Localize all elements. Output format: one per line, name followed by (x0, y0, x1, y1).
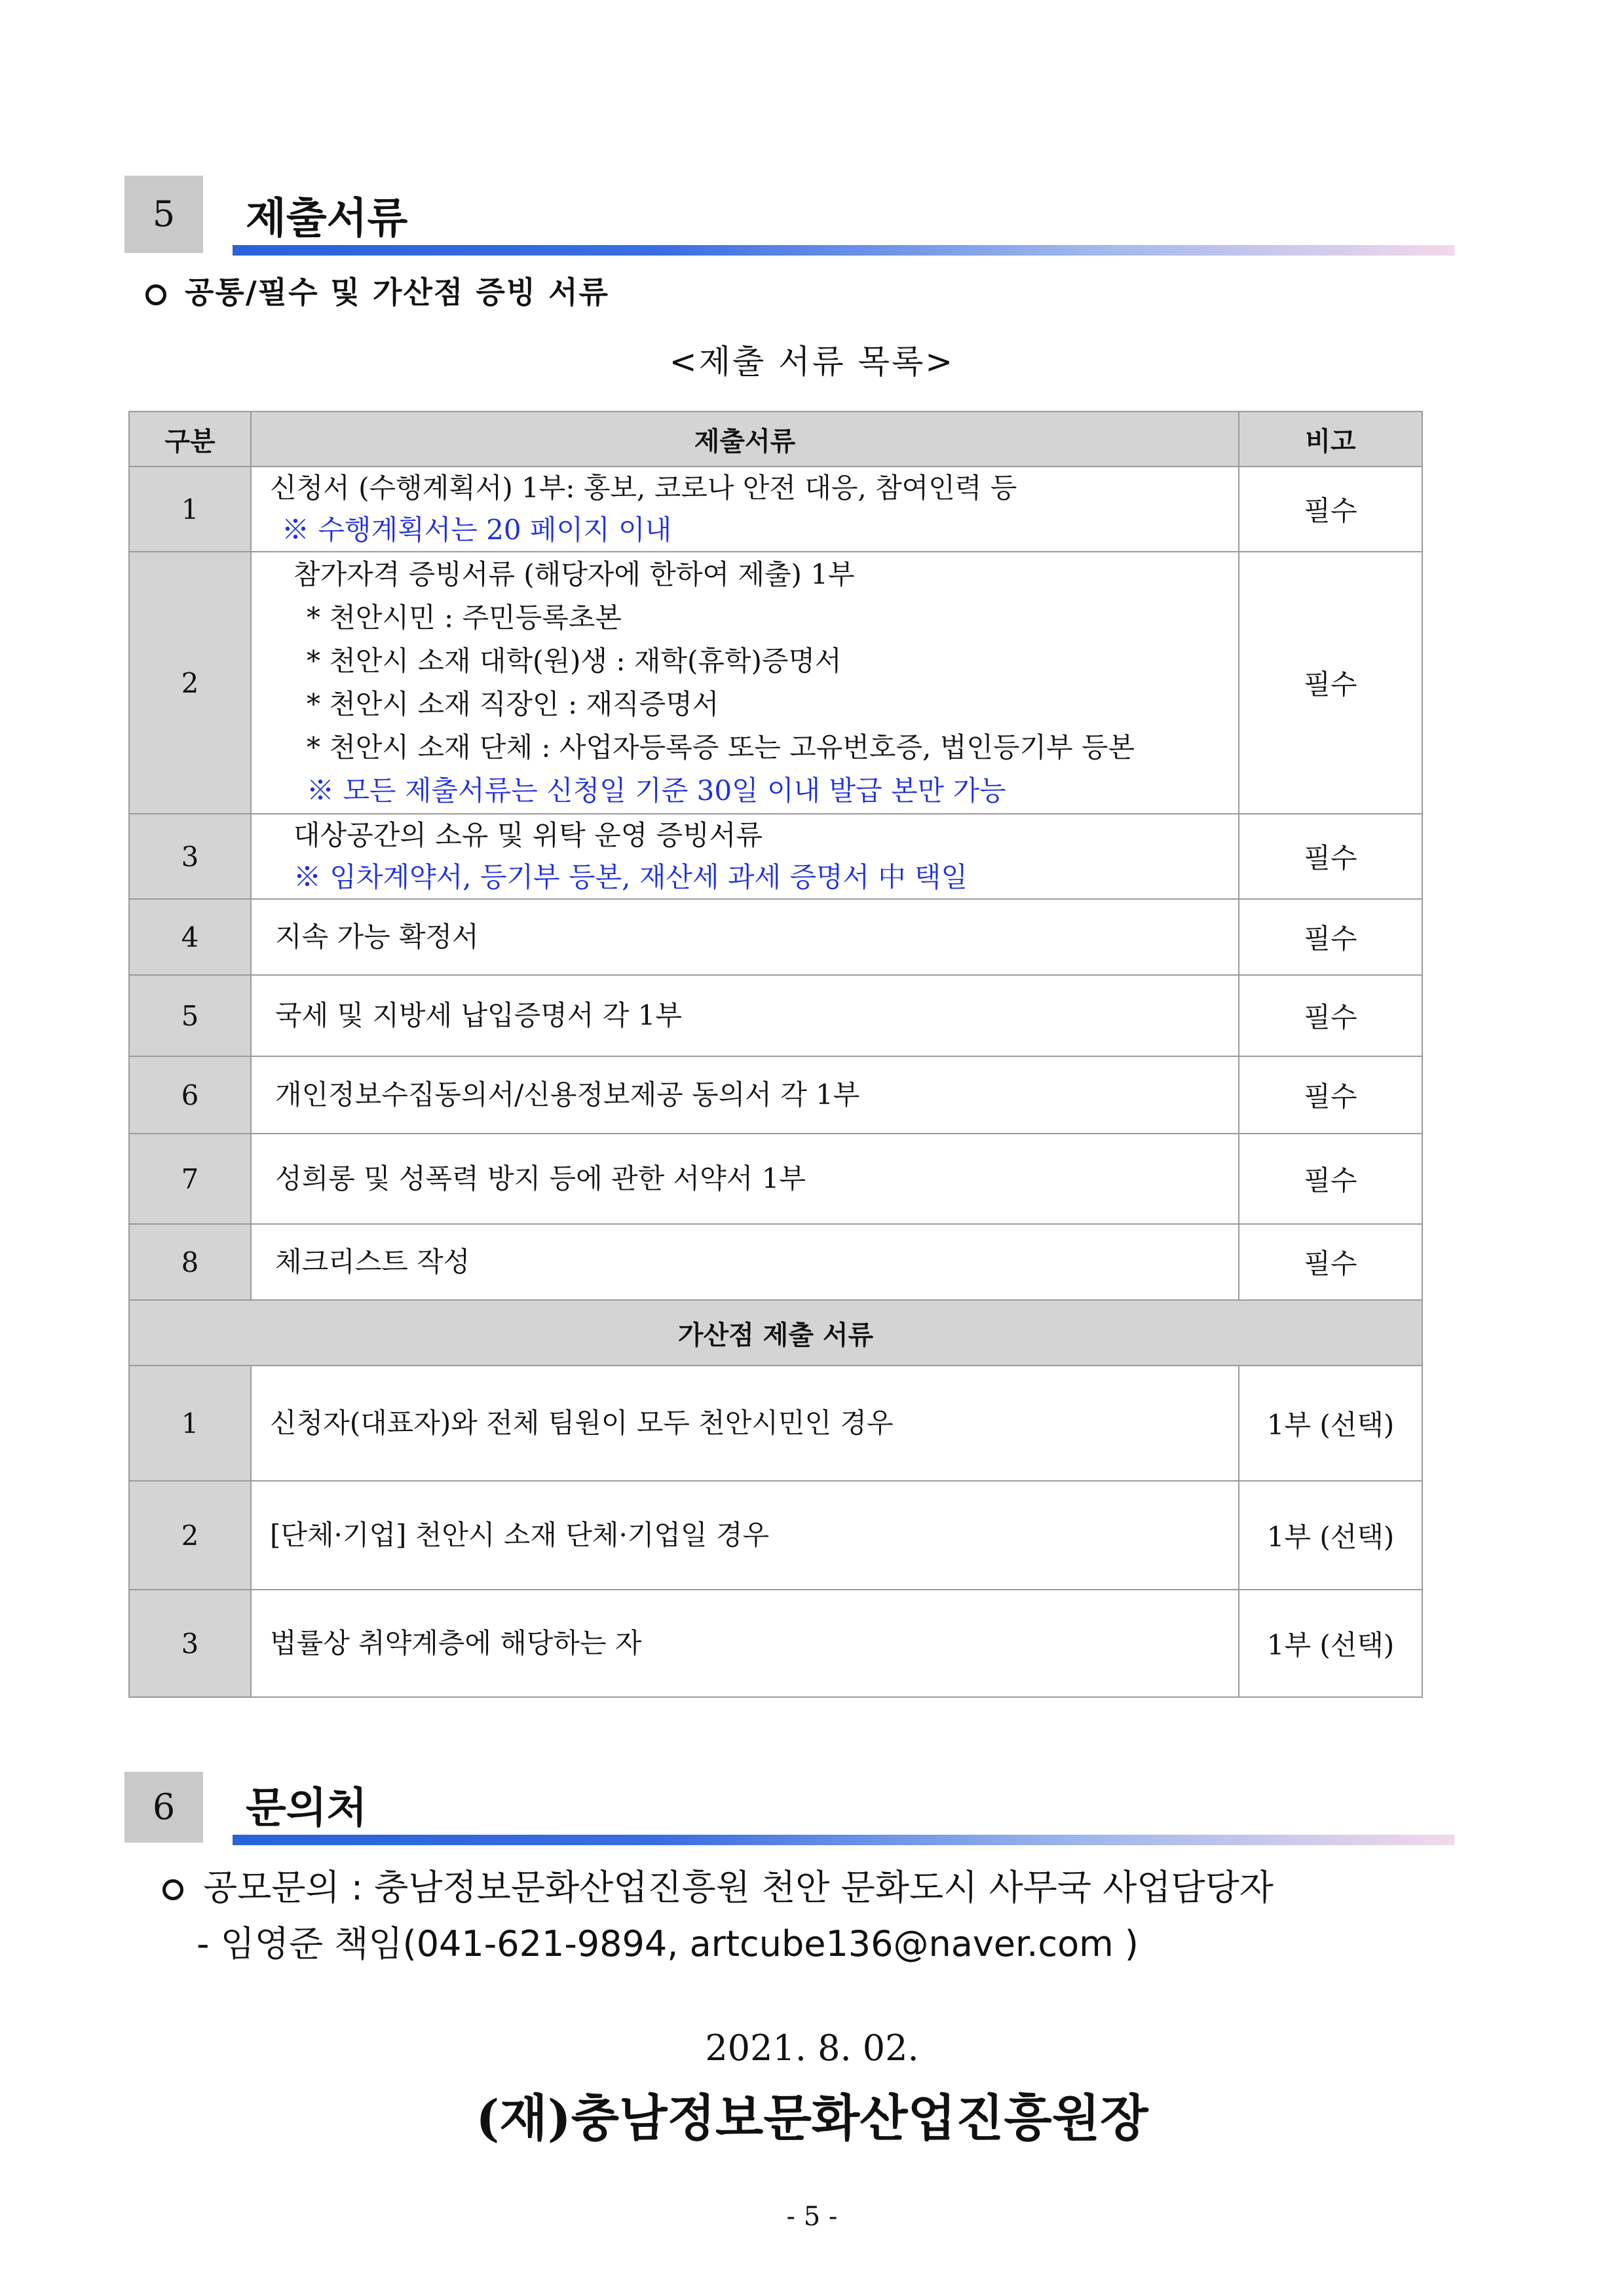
row-content: [단체·기업] 천안시 소재 단체·기업일 경우 (251, 1481, 1239, 1590)
row-remark: 필수 (1239, 552, 1422, 814)
signature-org: (재)충남정보문화산업진흥원장 (476, 2089, 1148, 2147)
row-remark: 필수 (1239, 1224, 1422, 1300)
row-number: 1 (129, 1366, 251, 1481)
section-title: 문의처 (246, 1784, 368, 1833)
row-number: 4 (129, 899, 251, 975)
bonus-header: 가산점 제출 서류 (129, 1300, 1422, 1366)
table-row (129, 899, 1422, 975)
row-content: 개인정보수집동의서/신용정보제공 동의서 각 1부 (251, 1056, 1239, 1134)
table-row (129, 552, 1422, 814)
row-text: * 천안시 소재 대학(원)생 : 재학(휴학)증명서 (307, 645, 842, 677)
table-row (129, 1134, 1422, 1224)
table-row (129, 467, 1422, 552)
table-row (129, 975, 1422, 1056)
row-text: * 천안시 소재 직장인 : 재직증명서 (307, 688, 719, 720)
table-header-row (129, 411, 1422, 467)
section-title: 제출서류 (246, 195, 408, 243)
row-content: 체크리스트 작성 (251, 1224, 1239, 1300)
row-content (251, 552, 1239, 814)
row-number: 6 (129, 1056, 251, 1134)
page-number: - 5 - (786, 2202, 838, 2232)
row-content: 성희롱 및 성폭력 방지 등에 관한 서약서 1부 (251, 1134, 1239, 1224)
circle-bullet-icon (162, 1879, 183, 1900)
table-row (129, 1590, 1422, 1697)
row-note: ※ 수행계획서는 20 페이지 이내 (282, 514, 672, 546)
row-number: 7 (129, 1134, 251, 1224)
table-row (129, 1366, 1422, 1481)
row-remark: 필수 (1239, 467, 1422, 552)
row-remark: 1부 (선택) (1239, 1590, 1422, 1697)
row-remark: 필수 (1239, 814, 1422, 899)
section-divider-bar (233, 245, 1454, 256)
row-remark: 필수 (1239, 899, 1422, 975)
document-date: 2021. 8. 02. (705, 2027, 919, 2069)
documents-table (128, 411, 1423, 1698)
row-remark: 필수 (1239, 1056, 1422, 1134)
row-remark: 필수 (1239, 1134, 1422, 1224)
header-documents: 제출서류 (251, 411, 1239, 467)
row-remark: 1부 (선택) (1239, 1366, 1422, 1481)
row-text: 신청서 (수행계획서) 1부: 홍보, 코로나 안전 대응, 참여인력 등 (270, 472, 1017, 504)
section-number: 5 (124, 176, 203, 253)
row-number: 2 (129, 552, 251, 814)
row-number: 5 (129, 975, 251, 1056)
row-remark: 1부 (선택) (1239, 1481, 1422, 1590)
row-number: 2 (129, 1481, 251, 1590)
row-text: 대상공간의 소유 및 위탁 운영 증빙서류 (293, 819, 763, 851)
row-number: 1 (129, 467, 251, 552)
row-content (251, 467, 1239, 552)
row-note: ※ 모든 제출서류는 신청일 기준 30일 이내 발급 본만 가능 (307, 775, 1006, 807)
table-row (129, 814, 1422, 899)
table-row (129, 1056, 1422, 1134)
subtitle-text: 공통/필수 및 가산점 증빙 서류 (185, 275, 610, 310)
row-content: 신청자(대표자)와 전체 팀원이 모두 천안시민인 경우 (251, 1366, 1239, 1481)
row-content (251, 814, 1239, 899)
section-subtitle (145, 269, 609, 312)
bonus-header-row (129, 1300, 1422, 1366)
row-number: 8 (129, 1224, 251, 1300)
section-number: 6 (124, 1772, 203, 1843)
contact-text: 공모문의 : 충남정보문화산업진흥원 천안 문화도시 사무국 사업담당자 (203, 1867, 1274, 1908)
circle-bullet-icon (145, 284, 166, 305)
contact-line-2: - 임영준 책임(041-621-9894, artcube136@naver.com ) (197, 1923, 1139, 1964)
header-remark: 비고 (1239, 411, 1422, 467)
row-content: 법률상 취약계층에 해당하는 자 (251, 1590, 1239, 1697)
row-content: 지속 가능 확정서 (251, 899, 1239, 975)
header-category: 구분 (129, 411, 251, 467)
table-row (129, 1224, 1422, 1300)
row-text: * 천안시 소재 단체 : 사업자등록증 또는 고유번호증, 법인등기부 등본 (307, 731, 1135, 763)
row-text: * 천안시민 : 주민등록초본 (307, 602, 622, 634)
section-divider-bar (233, 1835, 1454, 1845)
table-caption: <제출 서류 목록> (669, 343, 955, 381)
row-note: ※ 임차계약서, 등기부 등본, 재산세 과세 증명서 中 택일 (293, 861, 968, 893)
row-content: 국세 및 지방세 납입증명서 각 1부 (251, 975, 1239, 1056)
contact-line-1 (162, 1860, 1274, 1910)
row-text: 참가자격 증빙서류 (해당자에 한하여 제출) 1부 (293, 558, 855, 590)
row-remark: 필수 (1239, 975, 1422, 1056)
row-number: 3 (129, 1590, 251, 1697)
table-row (129, 1481, 1422, 1590)
row-number: 3 (129, 814, 251, 899)
